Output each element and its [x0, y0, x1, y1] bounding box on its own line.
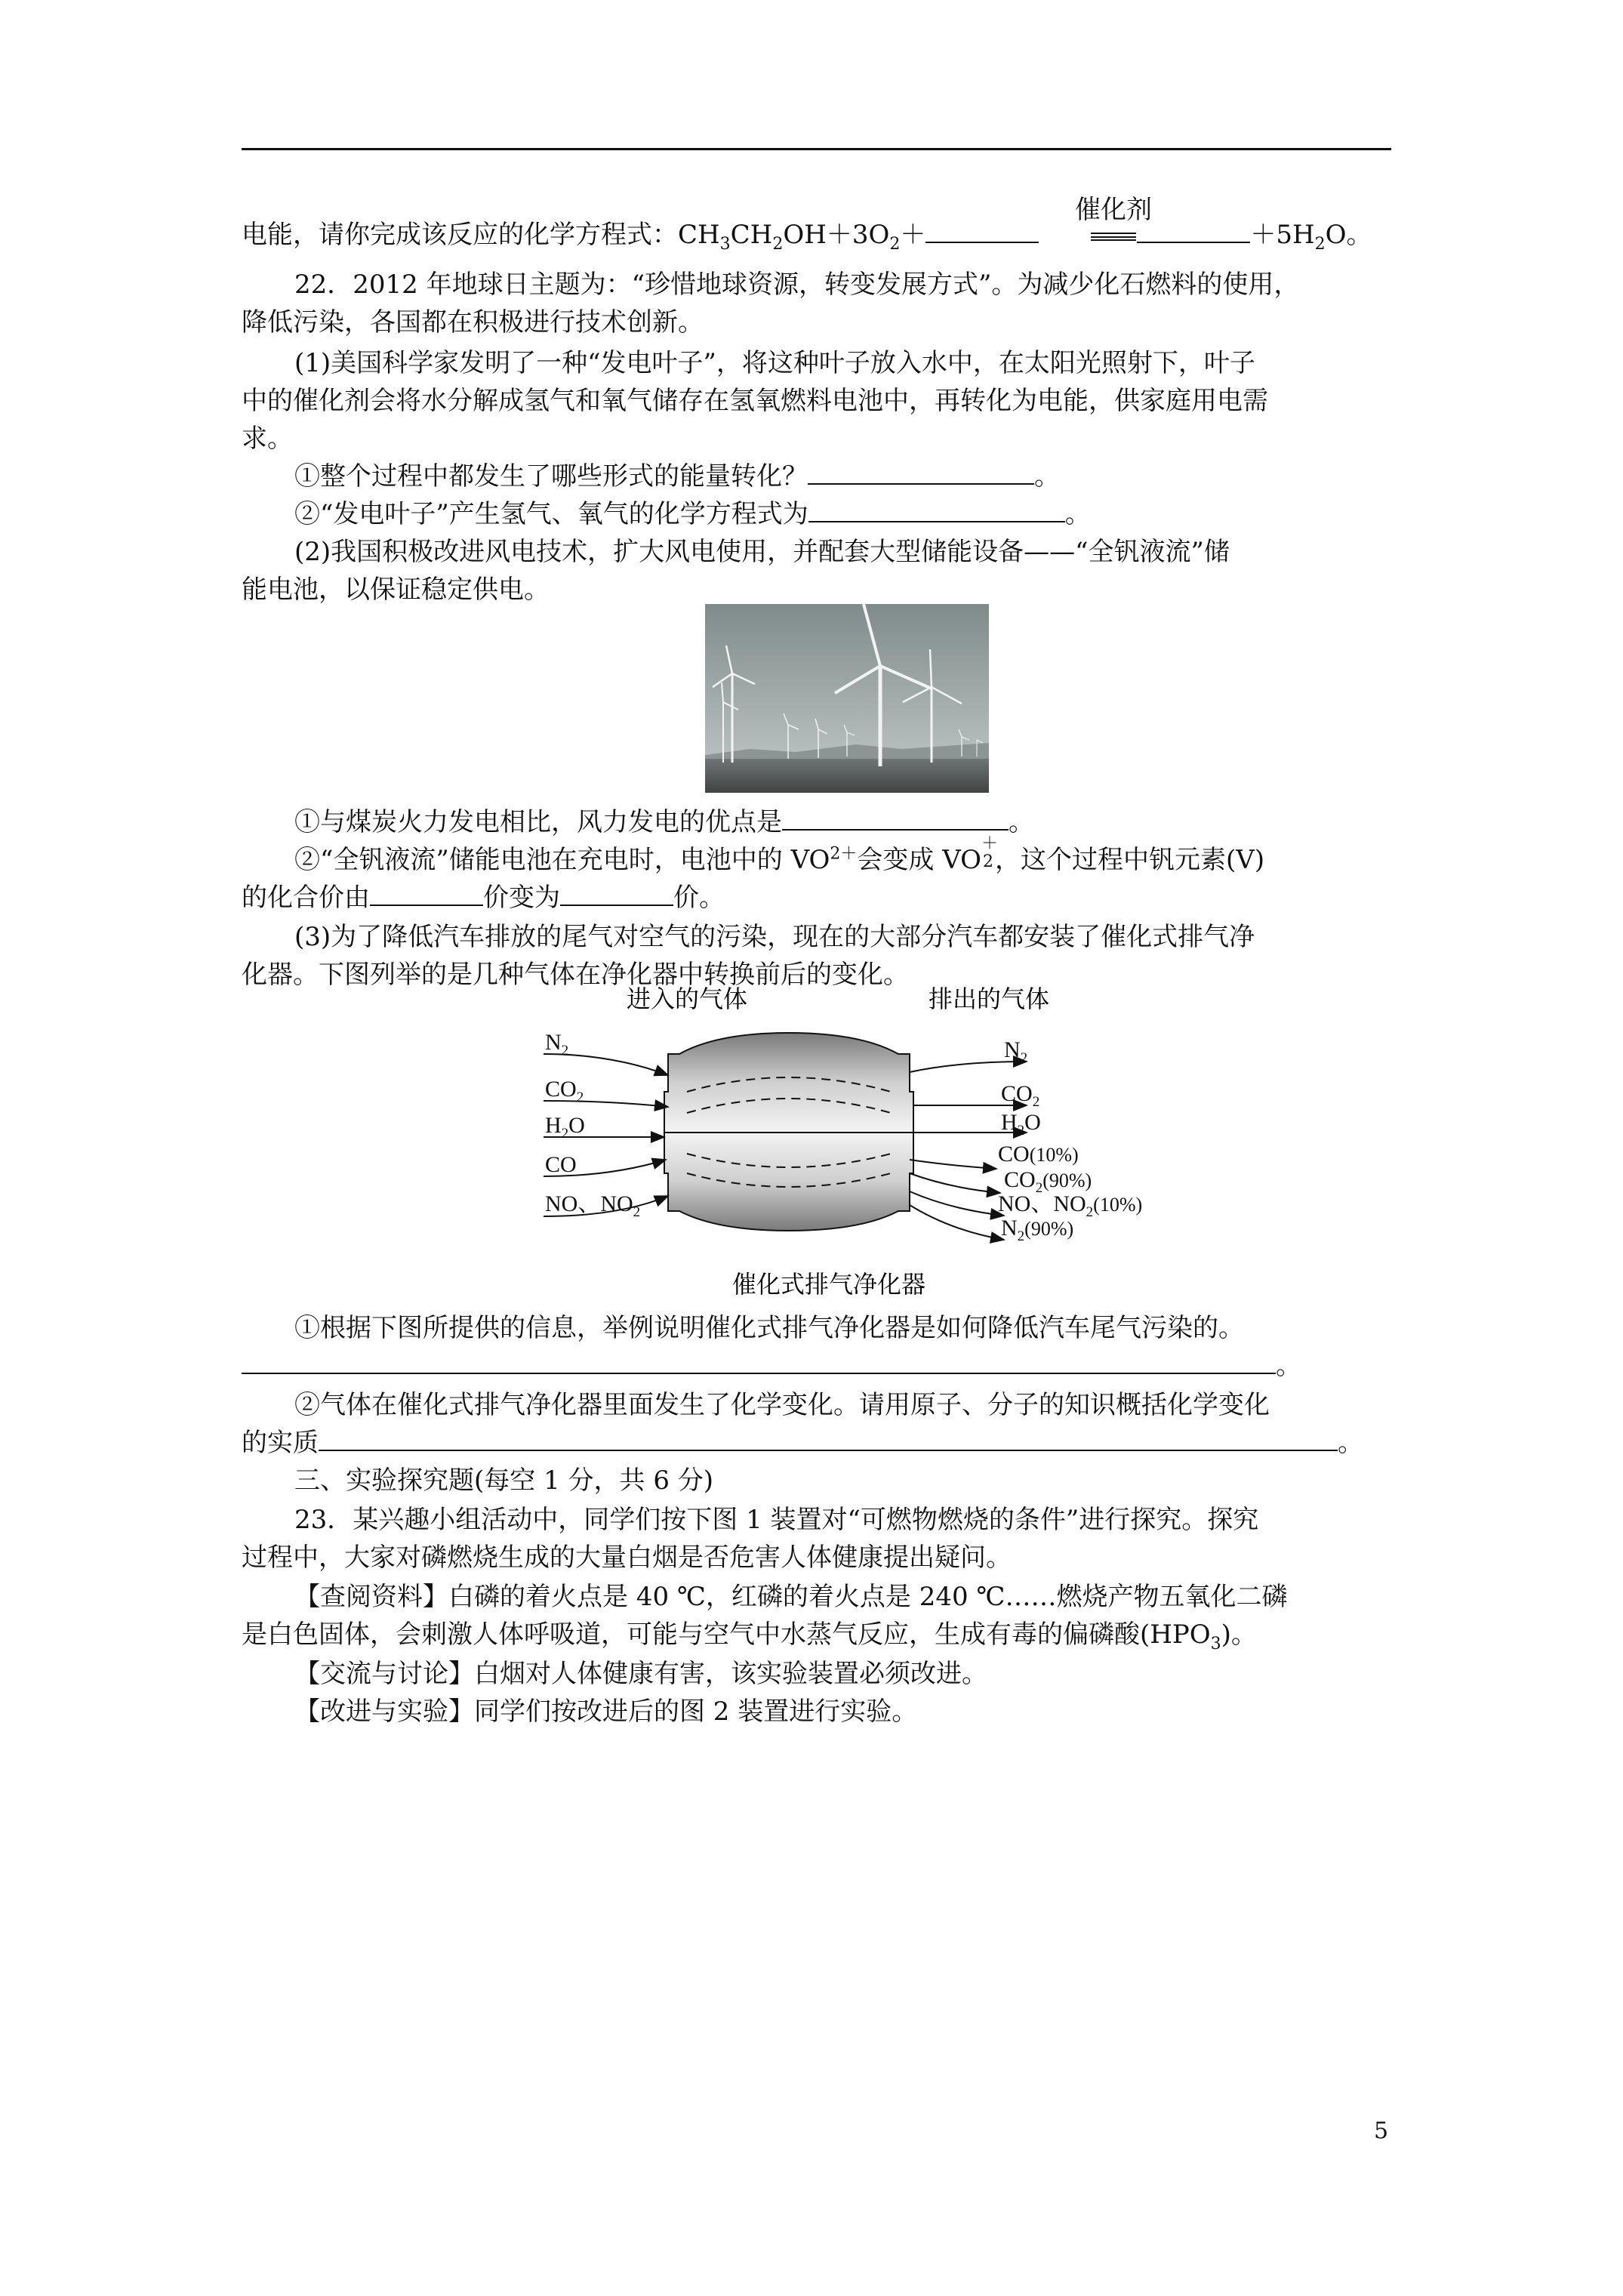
input-h2o: $H_2O$ — [545, 1113, 585, 1142]
header-rule — [242, 148, 1391, 150]
answer-blank[interactable] — [242, 1350, 1276, 1374]
output-co2: $CO_2$ — [1001, 1081, 1040, 1110]
section3-heading: 三、实验探究题(每空 1 分，共 6 分) — [294, 1465, 714, 1496]
q22-p3-q1: ①根据下图所提供的信息，举例说明催化式排气净化器是如何降低汽车尾气污染的。 — [294, 1313, 1244, 1343]
answer-blank[interactable] — [370, 882, 483, 906]
catalyst-label: 催化剂 — [1075, 195, 1152, 225]
q22-p2-q1: ①与煤炭火力发电相比，风力发电的优点是 。 — [294, 807, 1034, 837]
output-h2o: $H_2O$ — [1001, 1110, 1041, 1139]
q22-p3-q2: ②气体在催化式排气净化器里面发生了化学变化。请用原子、分子的知识概括化学变化 — [294, 1390, 1270, 1420]
page-number: 5 — [1374, 2118, 1389, 2144]
q21-equation-line: 电能，请你完成该反应的化学方程式：$CH_3CH_2OH+3O_2+ +5H_2O$。 — [242, 220, 1372, 254]
catalyst-condition — [1042, 195, 1185, 225]
answer-blank[interactable] — [808, 461, 1034, 485]
answer-blank[interactable] — [808, 498, 1065, 522]
wind-turbine-photo — [705, 604, 989, 793]
input-co: CO — [545, 1152, 577, 1177]
q21-text: 电能，请你完成该反应的化学方程式： — [242, 220, 678, 250]
catalytic-converter-diagram — [528, 978, 1193, 1303]
q23-intro: 23．某兴趣小组活动中，同学们按下图 1 装置对“可燃物燃烧的条件”进行探究。探究 — [294, 1505, 1259, 1535]
output-co2-90: $CO_2(90\%)$ — [1004, 1167, 1092, 1196]
q22-intro: 22．2012 年地球日主题为：“珍惜地球资源，转变发展方式”。为减少化石燃料的使用， — [294, 270, 1300, 300]
input-gases-title: 进入的气体 — [627, 985, 748, 1013]
q22-p1-q2: ②“发电叶子”产生氢气、氧气的化学方程式为 。 — [294, 499, 1091, 529]
q22-p1-q1: ①整个过程中都发生了哪些形式的能量转化？ 。 — [294, 461, 1060, 492]
answer-blank[interactable] — [782, 806, 1009, 831]
reaction-equals-sign — [1091, 233, 1136, 241]
output-n2: $N_2$ — [1004, 1037, 1028, 1066]
answer-blank[interactable] — [560, 882, 673, 906]
output-gases-title: 排出的气体 — [929, 985, 1050, 1013]
output-co-10: CO(10%) — [998, 1142, 1079, 1166]
answer-blank[interactable] — [319, 1427, 1338, 1451]
output-nox-10: NO、$NO_2(10\%)$ — [998, 1191, 1143, 1220]
input-n2: $N_2$ — [545, 1030, 569, 1059]
input-nox: NO、$NO_2$ — [545, 1191, 641, 1220]
output-n2-90: $N_2(90\%)$ — [1001, 1216, 1074, 1244]
q22-p2-q2: ②“全钒液流”储能电池在充电时，电池中的 $VO^{2+}$会变成 VO ＋ 2 ，这个过程中钒元素(V) — [294, 834, 1265, 875]
diagram-caption: 催化式排气净化器 — [732, 1270, 926, 1299]
input-co2: $CO_2$ — [545, 1077, 584, 1105]
answer-blank[interactable] — [925, 219, 1039, 243]
